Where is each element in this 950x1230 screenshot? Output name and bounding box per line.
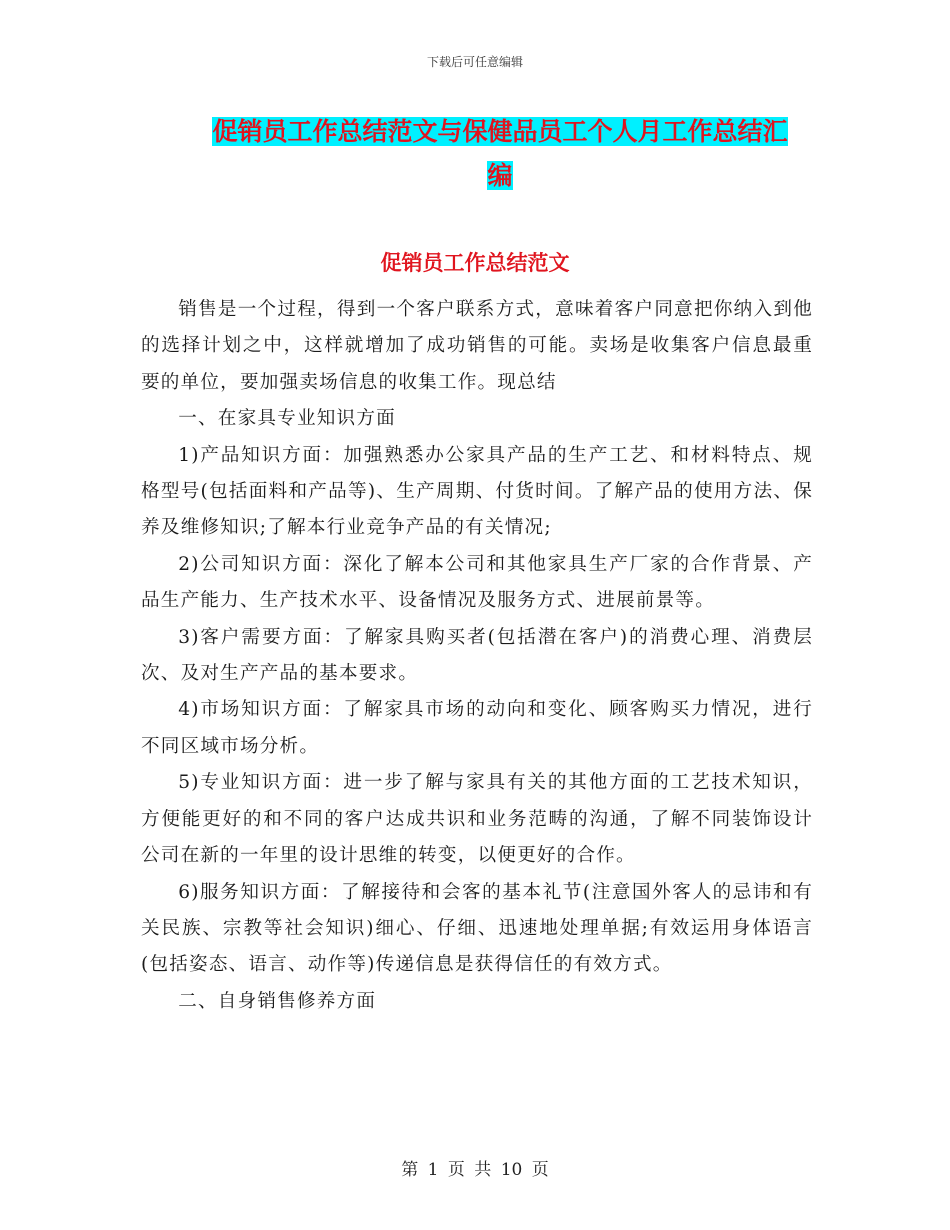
paragraph: 销售是一个过程，得到一个客户联系方式，意味着客户同意把你纳入到他的选择计划之中，这样就增加了成功销售的可能。卖场是收集客户信息最重要的单位，要加强卖场信息的收集工作。现总结 <box>141 299 813 393</box>
paragraph: 5)专业知识方面：进一步了解与家具有关的其他方面的工艺技术知识，方便能更好的和不同的客户达成共识和业务范畴的沟通，了解不同装饰设计公司在新的一年里的设计思维的转变，以便更好的合作。 <box>141 772 813 867</box>
main-title-line2: 编 <box>487 161 513 190</box>
paragraph: 一、在家具专业知识方面 <box>178 408 396 430</box>
paragraph: 1)产品知识方面：加强熟悉办公家具产品的生产工艺、和材料特点、规格型号(包括面料和产品等)、生产周期、付货时间。了解产品的使用方法、保养及维修知识;了解本行业竞争产品的有关情况; <box>141 444 813 539</box>
main-title-line1: 促销员工作总结范文与保健品员工个人月工作总结汇 <box>212 117 788 146</box>
section-title: 促销员工作总结范文 <box>380 251 570 275</box>
paragraph: 3)客户需要方面：了解家具购买者(包括潜在客户)的消费心理、消费层次、及对生产产品的基本要求。 <box>141 626 813 685</box>
main-title <box>190 110 810 198</box>
paragraph: 二、自身销售修养方面 <box>178 990 377 1012</box>
page-footer: 第 1 页 共 10 页 <box>401 1160 549 1180</box>
paragraph: 6)服务知识方面：了解接待和会客的基本礼节(注意国外客人的忌讳和有关民族、宗教等社会知识)细心、仔细、迅速地处理单据;有效运用身体语言(包括姿态、语言、动作等)传递信息是获得信任的有效方式。 <box>141 881 813 976</box>
paragraph: 2)公司知识方面：深化了解本公司和其他家具生产厂家的合作背景、产品生产能力、生产技术水平、设备情况及服务方式、进展前景等。 <box>141 553 813 612</box>
body-text <box>141 292 813 1020</box>
header-note: 下载后可任意编辑 <box>426 55 523 69</box>
paragraph: 4)市场知识方面：了解家具市场的动向和变化、顾客购买力情况，进行不同区域市场分析。 <box>141 699 813 757</box>
